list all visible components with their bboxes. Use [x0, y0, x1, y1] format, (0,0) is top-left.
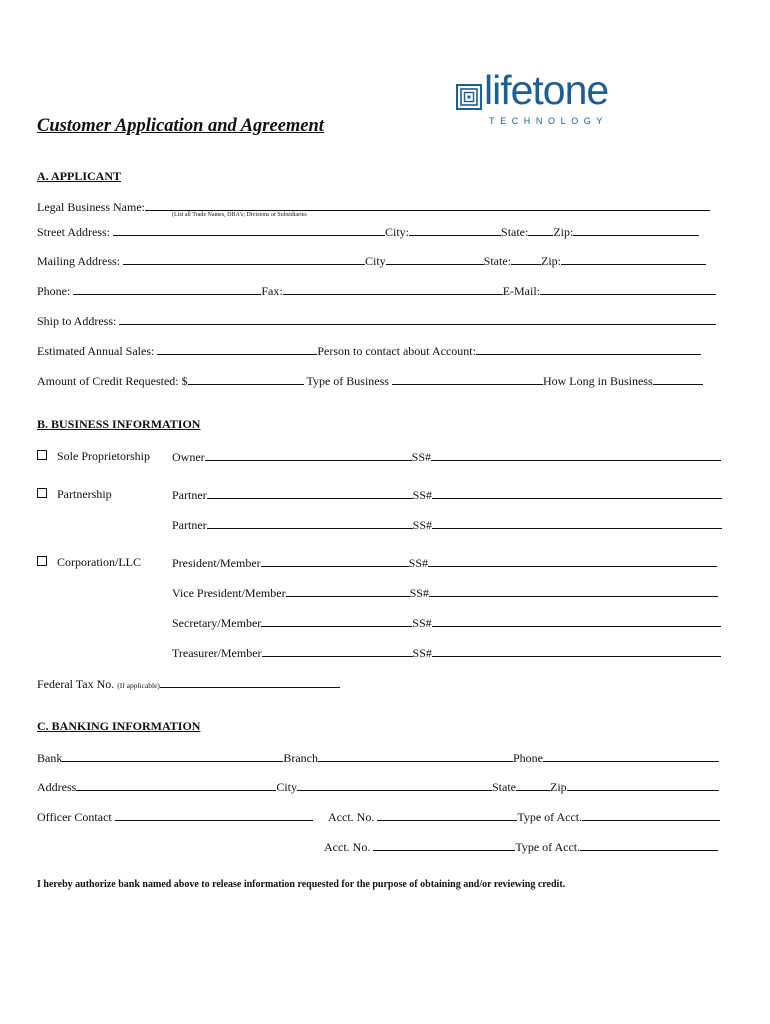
section-c-heading: C. BANKING INFORMATION — [37, 719, 201, 733]
contact-field[interactable] — [476, 343, 701, 355]
partnership-checkbox[interactable] — [37, 488, 47, 498]
mailing-city-label: City — [365, 254, 386, 268]
account-2-number-field[interactable] — [373, 839, 515, 851]
city-label: City: — [385, 225, 410, 239]
account-1-number-field[interactable] — [377, 809, 517, 821]
treasurer-ss-field[interactable] — [432, 645, 721, 657]
mailing-state-label: State: — [483, 254, 511, 268]
owner-ss-label: SS# — [411, 450, 432, 464]
email-label: E-Mail: — [502, 284, 541, 298]
state-field[interactable] — [528, 224, 553, 236]
fax-label: Fax: — [261, 284, 283, 298]
owner-label: Owner — [172, 450, 205, 464]
federal-tax-field[interactable] — [160, 676, 340, 688]
partner-2-label: Partner — [172, 518, 207, 532]
president-label: President/Member — [172, 556, 261, 570]
bank-zip-label: Zip — [550, 780, 567, 794]
secretary-field[interactable] — [261, 615, 412, 627]
officer-contact-label: Officer Contact — [37, 810, 112, 824]
fax-field[interactable] — [283, 283, 503, 295]
how-long-label: How Long in Business — [542, 374, 653, 388]
partner-2-field[interactable] — [207, 517, 413, 529]
corporation-label: Corporation/LLC — [57, 555, 141, 569]
section-a-heading: A. APPLICANT — [37, 169, 122, 183]
logo-wordmark: lifetone — [484, 67, 609, 113]
legal-name-label: Legal Business Name: — [37, 200, 145, 214]
corporation-row — [37, 555, 141, 569]
corporation-checkbox[interactable] — [37, 556, 47, 566]
authorization-statement: I hereby authorize bank named above to release information requested for the purpose of obtaining and/or reviewing credit. — [37, 879, 566, 890]
treasurer-field[interactable] — [262, 645, 413, 657]
mailing-address-row — [37, 253, 706, 268]
sole-proprietorship-label: Sole Proprietorship — [57, 449, 150, 463]
bank-address-field[interactable] — [76, 779, 276, 791]
business-type-label: Type of Business — [306, 374, 389, 388]
treasurer-ss-label: SS# — [412, 646, 432, 660]
president-field[interactable] — [261, 555, 409, 567]
partner-1-label: Partner — [172, 488, 207, 502]
partner-1-ss-field[interactable] — [432, 487, 722, 499]
owner-field[interactable] — [205, 449, 412, 461]
state-label: State: — [501, 225, 529, 239]
legal-name-field[interactable] — [145, 199, 710, 211]
bank-phone-label: Phone — [513, 751, 543, 765]
account-2-number-label: Acct. No. — [324, 840, 371, 854]
zip-label: Zip: — [553, 225, 574, 239]
account-1-type-field[interactable] — [582, 809, 720, 821]
owner-row — [172, 449, 721, 464]
bank-state-field[interactable] — [516, 779, 550, 791]
partner-1-ss-label: SS# — [412, 488, 433, 502]
ship-to-row — [37, 313, 716, 328]
annual-sales-label: Estimated Annual Sales: — [37, 344, 155, 358]
phone-field[interactable] — [73, 283, 261, 295]
legal-name-row — [37, 199, 710, 214]
partner-2-row — [172, 517, 722, 532]
bank-row — [37, 750, 719, 765]
lifetone-logo-mark-icon — [456, 84, 482, 110]
bank-city-field[interactable] — [297, 779, 492, 791]
branch-field[interactable] — [318, 750, 513, 762]
mailing-city-field[interactable] — [386, 253, 484, 265]
logo-subtitle: TECHNOLOGY — [489, 116, 609, 126]
vice-president-label: Vice President/Member — [172, 586, 286, 600]
account-1-type-label: Type of Acct. — [517, 810, 583, 824]
mailing-state-field[interactable] — [511, 253, 541, 265]
secretary-ss-label: SS# — [412, 616, 432, 630]
president-ss-field[interactable] — [428, 555, 717, 567]
partnership-row — [37, 487, 112, 501]
page-title: Customer Application and Agreement — [37, 116, 324, 136]
account-1-number-label: Acct. No. — [328, 810, 375, 824]
phone-row — [37, 283, 716, 298]
city-field[interactable] — [409, 224, 501, 236]
partner-1-field[interactable] — [207, 487, 413, 499]
how-long-field[interactable] — [653, 373, 703, 385]
bank-zip-field[interactable] — [567, 779, 719, 791]
owner-ss-field[interactable] — [431, 449, 721, 461]
section-b-heading: B. BUSINESS INFORMATION — [37, 417, 201, 431]
president-row — [172, 555, 717, 570]
partner-2-ss-field[interactable] — [432, 517, 722, 529]
officer-contact-field[interactable] — [115, 809, 313, 821]
annual-sales-field[interactable] — [157, 343, 317, 355]
phone-label: Phone: — [37, 284, 71, 298]
bank-label: Bank — [37, 751, 63, 765]
partnership-label: Partnership — [57, 487, 112, 501]
partner-2-ss-label: SS# — [412, 518, 433, 532]
sole-proprietorship-checkbox[interactable] — [37, 450, 47, 460]
president-ss-label: SS# — [408, 556, 429, 570]
account-2-row — [324, 839, 718, 854]
mailing-zip-field[interactable] — [561, 253, 706, 265]
federal-tax-row — [37, 676, 340, 693]
bank-address-label: Address — [37, 780, 77, 794]
treasurer-label: Treasurer/Member — [172, 646, 262, 660]
credit-label: Amount of Credit Requested: $ — [37, 374, 188, 388]
federal-tax-note: (If applicable) — [117, 681, 160, 690]
account-2-type-label: Type of Acct. — [515, 840, 581, 854]
federal-tax-label: Federal Tax No. — [37, 677, 115, 691]
annual-sales-row — [37, 343, 701, 358]
account-2-type-field[interactable] — [580, 839, 718, 851]
vice-president-ss-label: SS# — [409, 586, 429, 600]
secretary-ss-field[interactable] — [432, 615, 721, 627]
sole-proprietorship-row — [37, 449, 150, 463]
bank-phone-field[interactable] — [543, 750, 719, 762]
bank-city-label: City — [276, 780, 297, 794]
legal-name-note: (List all Trade Names, DBA's; Divisions or Subsidiaries — [172, 212, 307, 218]
branch-label: Branch — [283, 751, 318, 765]
credit-field[interactable] — [188, 373, 304, 385]
treasurer-row — [172, 645, 721, 660]
mailing-zip-label: Zip: — [541, 254, 561, 268]
ship-to-label: Ship to Address: — [37, 314, 117, 328]
mailing-address-field[interactable] — [123, 253, 365, 265]
vice-president-row — [172, 585, 718, 600]
bank-field[interactable] — [62, 750, 283, 762]
business-type-field[interactable] — [392, 373, 543, 385]
contact-label: Person to contact about Account: — [317, 344, 476, 358]
account-1-row — [328, 809, 720, 824]
vice-president-ss-field[interactable] — [429, 585, 718, 597]
secretary-row — [172, 615, 721, 630]
street-address-label: Street Address: — [37, 225, 110, 239]
ship-to-field[interactable] — [119, 313, 716, 325]
street-address-row — [37, 224, 699, 239]
zip-field[interactable] — [573, 224, 699, 236]
bank-state-label: State — [492, 780, 516, 794]
vice-president-field[interactable] — [286, 585, 410, 597]
bank-address-row — [37, 779, 719, 794]
partner-1-row — [172, 487, 722, 502]
secretary-label: Secretary/Member — [172, 616, 262, 630]
street-address-field[interactable] — [113, 224, 385, 236]
email-field[interactable] — [540, 283, 716, 295]
mailing-address-label: Mailing Address: — [37, 254, 120, 268]
credit-row — [37, 373, 703, 388]
officer-row — [37, 809, 313, 824]
